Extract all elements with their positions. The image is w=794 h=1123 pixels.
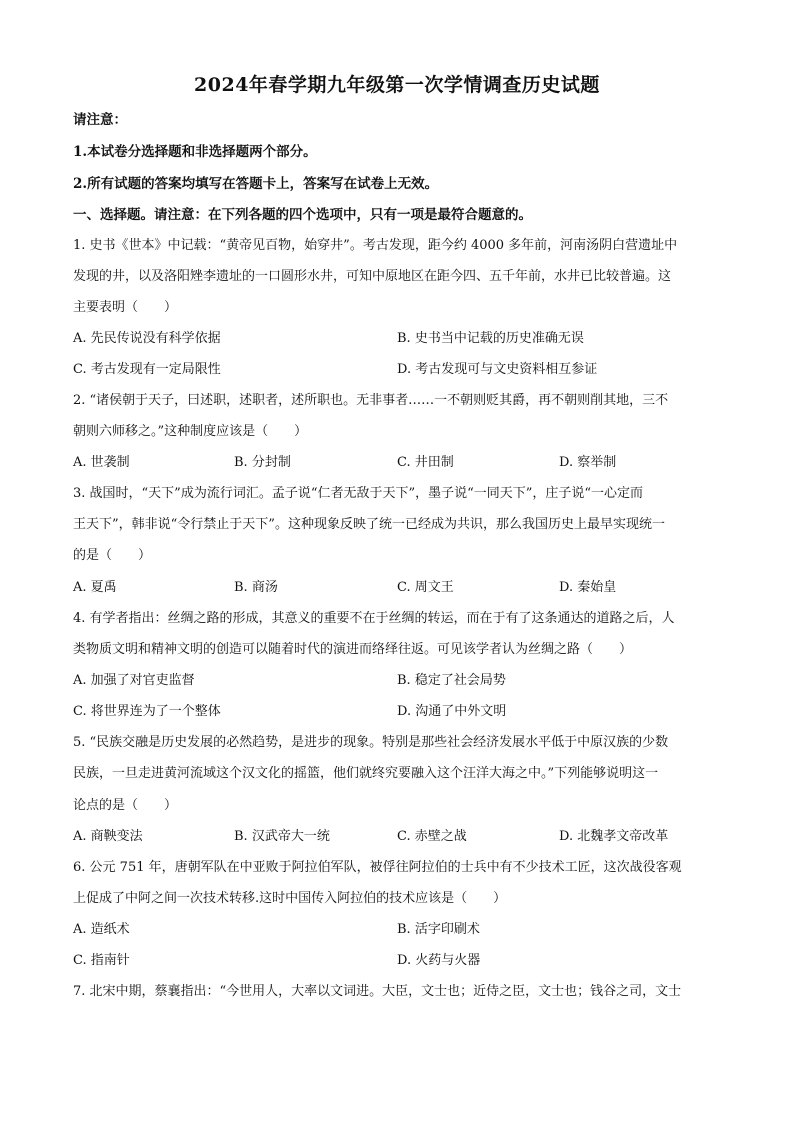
question-3-line-1: 3. 战国时，“天下”成为流行词汇。孟子说“仁者无敌于天下”，墨子说“一同天下”，庄子说“一心定而 — [73, 486, 644, 501]
question-1-line-1: 1. 史书《世本》中记载：“黄帝见百物，始穿井”。考古发现，距今约 4000 多年前，河南汤阴白营遗址中 — [73, 238, 678, 253]
question-3-option-a[interactable]: A. 夏禹 — [73, 580, 117, 595]
question-3-option-b[interactable]: B. 商汤 — [234, 580, 278, 595]
question-6-line-1: 6. 公元 751 年，唐朝军队在中亚败于阿拉伯军队，被俘往阿拉伯的士兵中有不少技术工匠，这次战役客观 — [73, 860, 682, 875]
question-6-option-b[interactable]: B. 活字印刷术 — [397, 922, 480, 937]
question-4-option-c[interactable]: C. 将世界连为了一个整体 — [73, 704, 221, 719]
question-5-option-d[interactable]: D. 北魏孝文帝改革 — [559, 829, 669, 844]
question-1-line-2: 发现的井，以及洛阳矬李遗址的一口圆形水井，可知中原地区在距今四、五千年前，水井已比较普遍。这 — [73, 269, 672, 284]
question-2-line-1: 2. “诸侯朝于天子，曰述职，述职者，述所职也。无非事者……一不朝则贬其爵，再不朝则削其地，三不 — [73, 393, 669, 408]
question-2-option-d[interactable]: D. 察举制 — [559, 455, 617, 470]
question-2-option-c[interactable]: C. 井田制 — [397, 455, 454, 470]
question-1-option-a[interactable]: A. 先民传说没有科学依据 — [73, 331, 221, 346]
notice-item-2: 2.所有试题的答案均填写在答题卡上，答案写在试卷上无效。 — [73, 176, 439, 192]
question-2-line-2: 朝则六师移之。”这种制度应该是（ ） — [73, 424, 308, 439]
question-5-line-1: 5. “民族交融是历史发展的必然趋势，是进步的现象。特别是那些社会经济发展水平低于中原汉族的少数 — [73, 735, 669, 750]
question-4-option-a[interactable]: A. 加强了对官吏监督 — [73, 673, 195, 688]
question-2-option-a[interactable]: A. 世袭制 — [73, 455, 130, 470]
exam-title: 2024年春学期九年级第一次学情调查历史试题 — [194, 74, 600, 96]
question-6-option-d[interactable]: D. 火药与火器 — [397, 953, 481, 968]
notice-heading: 请注意： — [73, 112, 127, 128]
notice-item-1: 1.本试卷分选择题和非选择题两个部分。 — [73, 144, 317, 160]
section-heading: 一、选择题。请注意：在下列各题的四个选项中，只有一项是最符合题意的。 — [73, 207, 532, 223]
question-4-option-d[interactable]: D. 沟通了中外文明 — [397, 704, 507, 719]
question-5-line-3: 论点的是（ ） — [73, 798, 178, 813]
question-1-option-b[interactable]: B. 史书当中记载的历史准确无误 — [397, 331, 584, 346]
question-4-line-1: 4. 有学者指出：丝绸之路的形成，其意义的重要不在于丝绸的转运，而在于有了这条通达的道路之后，人 — [73, 611, 675, 626]
question-5-option-c[interactable]: C. 赤壁之战 — [397, 829, 467, 844]
question-2-option-b[interactable]: B. 分封制 — [234, 455, 291, 470]
question-7-line-1: 7. 北宋中期，蔡襄指出：“今世用人，大率以文词进。大臣，文士也；近侍之臣，文士也；钱谷之司，文士 — [73, 984, 682, 999]
question-3-option-c[interactable]: C. 周文王 — [397, 580, 454, 595]
question-3-line-2: 王天下”，韩非说“令行禁止于天下”。这种现象反映了统一已经成为共识，那么我国历史上最早实现统一 — [73, 517, 665, 532]
question-1-option-c[interactable]: C. 考古发现有一定局限性 — [73, 362, 221, 377]
question-4-option-b[interactable]: B. 稳定了社会局势 — [397, 673, 506, 688]
question-5-option-b[interactable]: B. 汉武帝大一统 — [234, 829, 330, 844]
question-1-option-d[interactable]: D. 考古发现可与文史资料相互参证 — [397, 362, 598, 377]
question-6-option-a[interactable]: A. 造纸术 — [73, 922, 130, 937]
question-4-line-2: 类物质文明和精神文明的创造可以随着时代的演进而络绎往返。可见该学者认为丝绸之路（ ） — [73, 642, 633, 657]
question-6-option-c[interactable]: C. 指南针 — [73, 953, 130, 968]
question-1-line-3: 主要表明（ ） — [73, 300, 178, 315]
question-5-option-a[interactable]: A. 商鞅变法 — [73, 829, 143, 844]
question-3-option-d[interactable]: D. 秦始皇 — [559, 580, 617, 595]
question-6-line-2: 上促成了中阿之间一次技术转移.这时中国传入阿拉伯的技术应该是（ ） — [73, 891, 507, 906]
question-5-line-2: 民族，一旦走进黄河流域这个汉文化的摇篮，他们就终究要融入这个汪洋大海之中。”下列能够说明这一 — [73, 766, 659, 781]
question-3-line-3: 的是（ ） — [73, 548, 152, 563]
